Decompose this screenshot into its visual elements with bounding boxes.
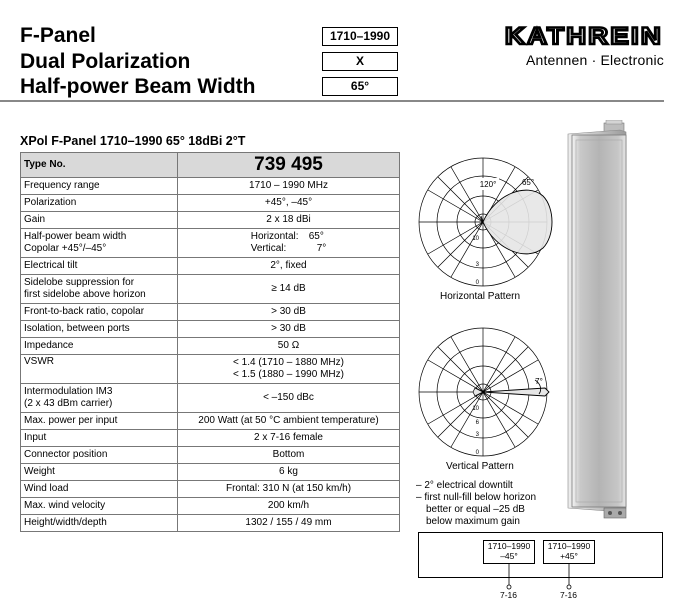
logo-text: KATHREIN	[505, 23, 663, 48]
spec-value: Bottom	[178, 447, 400, 464]
connector-right-label: 7-16	[560, 590, 578, 600]
spec-value-line: < 1.5 (1880 – 1990 MHz)	[233, 369, 344, 380]
table-row	[21, 447, 400, 464]
spec-key-line: first sidelobe above horizon	[24, 289, 146, 300]
spec-key: Electrical tilt	[21, 258, 178, 275]
header-divider	[0, 100, 664, 102]
spec-table	[20, 152, 400, 532]
spec-value	[178, 355, 400, 384]
spec-value: +45°, –45°	[178, 195, 400, 212]
table-row	[21, 321, 400, 338]
type-label: Type No.	[21, 153, 178, 178]
note-line: – first null-fill below horizon	[416, 492, 537, 503]
beamwidth-values	[251, 231, 327, 255]
spec-key: Max. power per input	[21, 413, 178, 430]
spec-key: Connector position	[21, 447, 178, 464]
spec-key: Gain	[21, 212, 178, 229]
spec-key	[21, 275, 178, 304]
bw-horizontal-label: Horizontal:	[250, 231, 299, 242]
spec-value: 200 km/h	[178, 498, 400, 515]
spec-key-line: Half-power beam width	[24, 231, 127, 242]
header-box-beamwidth: 65°	[322, 77, 398, 96]
table-row	[21, 481, 400, 498]
horizontal-angle-b: 65°	[521, 178, 535, 187]
spec-value: 1710 – 1990 MHz	[178, 178, 400, 195]
vertical-tick-6: 6	[475, 420, 479, 426]
spec-key-line: Copolar +45°/–45°	[24, 243, 107, 254]
connector-left-box	[483, 540, 535, 564]
horizontal-pattern-label: Horizontal Pattern	[440, 291, 521, 302]
spec-value: 1302 / 155 / 49 mm	[178, 515, 400, 532]
table-row	[21, 195, 400, 212]
bw-horizontal-value: 65°	[308, 231, 324, 242]
table-row	[21, 430, 400, 447]
vertical-angle: 7°	[535, 377, 543, 386]
connector-leads	[480, 562, 600, 592]
vertical-tick-3: 3	[475, 432, 479, 438]
vertical-pattern-label: Vertical Pattern	[446, 461, 514, 472]
header-title-polarization: Dual Polarization	[20, 50, 191, 73]
table-row	[21, 338, 400, 355]
spec-value: < –150 dBc	[178, 384, 400, 413]
table-row	[21, 413, 400, 430]
spec-key: Front-to-back ratio, copolar	[21, 304, 178, 321]
connector-right-polarization: +45°	[560, 551, 578, 561]
table-row	[21, 515, 400, 532]
spec-value	[178, 229, 400, 258]
spec-key: VSWR	[21, 355, 178, 384]
table-row	[21, 153, 400, 178]
horizontal-pattern-diagram	[415, 156, 555, 292]
spec-key-line: Intermodulation IM3	[24, 386, 113, 397]
table-row	[21, 275, 400, 304]
connector-left-band: 1710–1990	[487, 541, 531, 551]
spec-key: Input	[21, 430, 178, 447]
table-row	[21, 355, 400, 384]
spec-value: 2 x 18 dBi	[178, 212, 400, 229]
spec-value: > 30 dB	[178, 304, 400, 321]
type-number: 739 495	[178, 153, 400, 178]
spec-key: Height/width/depth	[21, 515, 178, 532]
spec-key	[21, 229, 178, 258]
table-row	[21, 178, 400, 195]
header-title-beamwidth: Half-power Beam Width	[20, 75, 256, 98]
spec-key: Max. wind velocity	[21, 498, 178, 515]
spec-key: Weight	[21, 464, 178, 481]
note-line: better or equal –25 dB	[426, 504, 525, 515]
horizontal-tick-0: 0	[475, 280, 479, 286]
spec-value: 6 kg	[178, 464, 400, 481]
spec-value-line: < 1.4 (1710 – 1880 MHz)	[233, 357, 344, 368]
horizontal-tick-10: 10	[472, 236, 479, 242]
table-row	[21, 498, 400, 515]
spec-key-line: (2 x 43 dBm carrier)	[24, 398, 113, 409]
note-line: below maximum gain	[426, 516, 520, 527]
bw-vertical-label: Vertical:	[250, 243, 287, 254]
connector-right-band: 1710–1990	[547, 541, 591, 551]
bw-vertical-value: 7°	[316, 243, 327, 254]
connector-right-box	[543, 540, 595, 564]
spec-value: 50 Ω	[178, 338, 400, 355]
header-box-polarization: X	[322, 52, 398, 71]
spec-value: 2°, fixed	[178, 258, 400, 275]
spec-title: XPol F-Panel 1710–1990 65° 18dBi 2°T	[20, 134, 246, 148]
spec-key: Wind load	[21, 481, 178, 498]
header-title-fpanel: F-Panel	[20, 24, 96, 47]
brand-subtitle: Antennen · Electronic	[525, 52, 664, 68]
note-line: – 2° electrical downtilt	[416, 480, 513, 491]
connector-left-label: 7-16	[500, 590, 518, 600]
pattern-notes	[416, 480, 536, 528]
antenna-panel-image	[560, 120, 670, 520]
horizontal-angle-a: 120°	[479, 180, 497, 189]
table-row	[21, 229, 400, 258]
spec-value: 2 x 7-16 female	[178, 430, 400, 447]
spec-value: 200 Watt (at 50 °C ambient temperature)	[178, 413, 400, 430]
spec-key: Frequency range	[21, 178, 178, 195]
vertical-pattern-diagram	[415, 326, 555, 462]
vertical-tick-0: 0	[475, 450, 479, 456]
table-row	[21, 258, 400, 275]
spec-value: Frontal: 310 N (at 150 km/h)	[178, 481, 400, 498]
spec-key: Polarization	[21, 195, 178, 212]
table-row	[21, 464, 400, 481]
spec-value: ≥ 14 dB	[178, 275, 400, 304]
spec-key	[21, 384, 178, 413]
table-row	[21, 384, 400, 413]
vertical-tick-10: 10	[472, 406, 479, 412]
spec-key: Isolation, between ports	[21, 321, 178, 338]
spec-key: Impedance	[21, 338, 178, 355]
spec-key-line: Sidelobe suppression for	[24, 277, 135, 288]
table-row	[21, 304, 400, 321]
kathrein-logo	[504, 22, 664, 48]
horizontal-tick-3: 3	[475, 262, 479, 268]
spec-value: > 30 dB	[178, 321, 400, 338]
header-box-frequency: 1710–1990	[322, 27, 398, 46]
connector-left-polarization: –45°	[500, 551, 518, 561]
table-row	[21, 212, 400, 229]
